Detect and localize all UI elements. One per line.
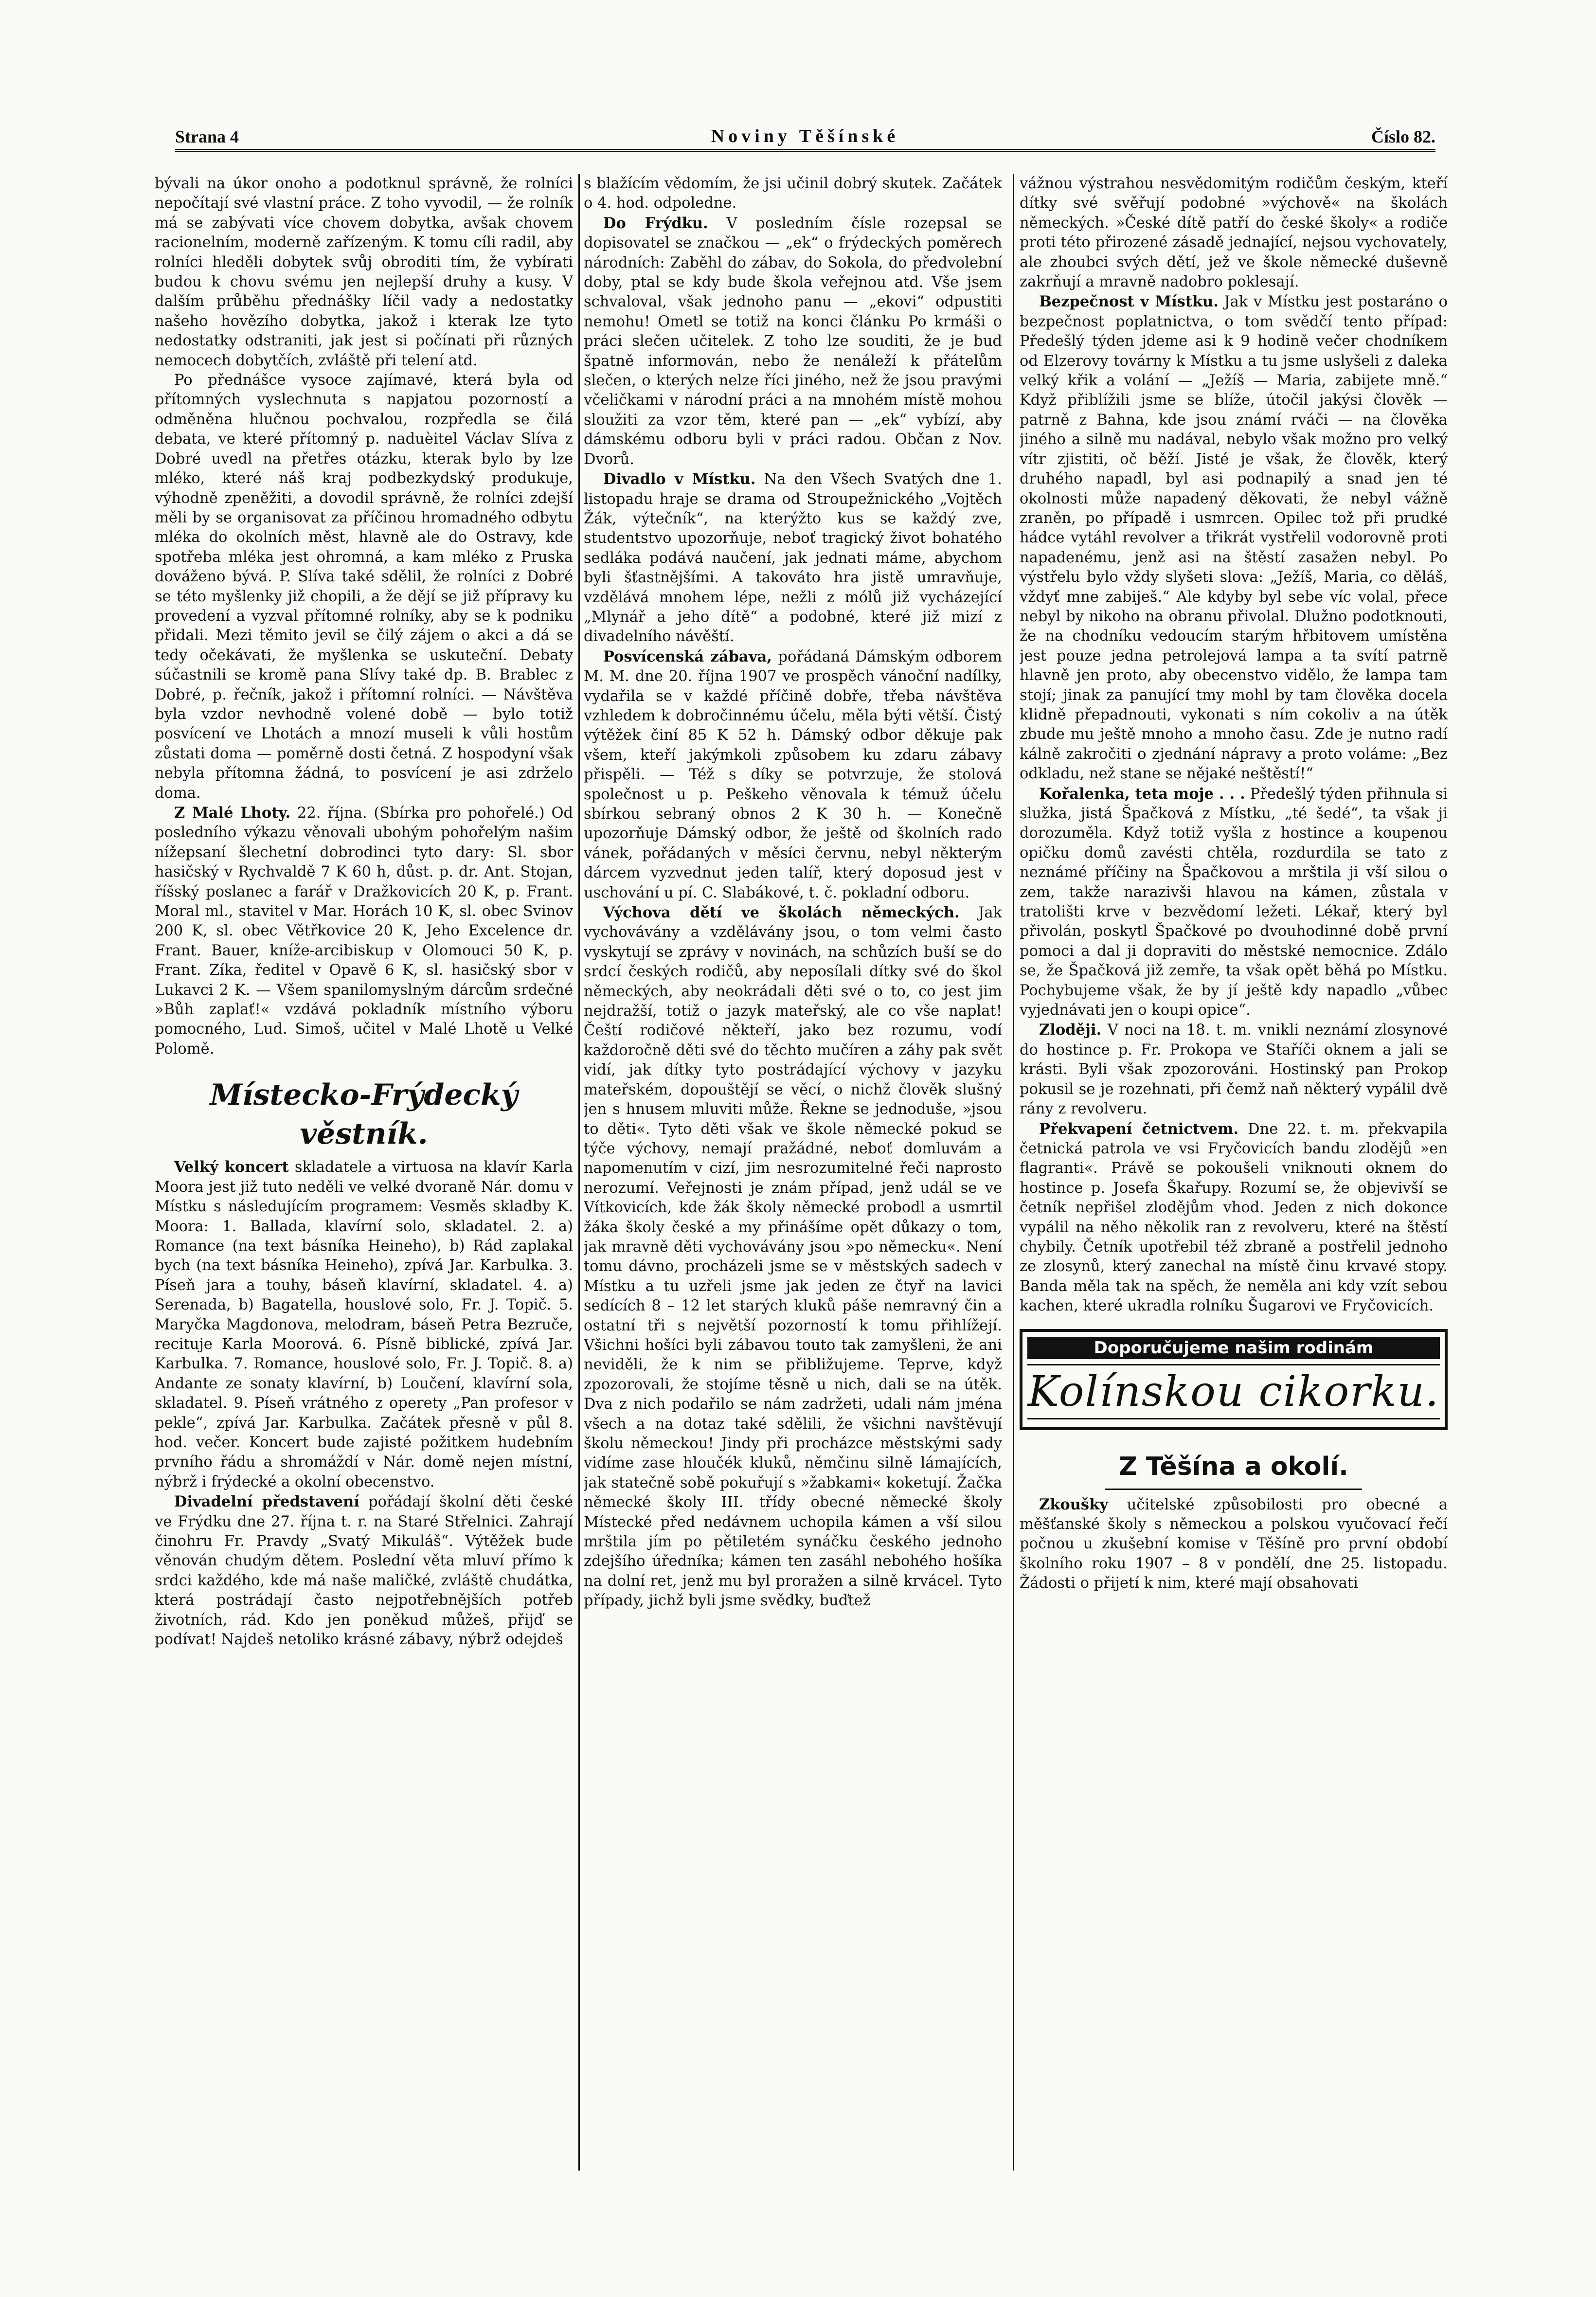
news-item [1020, 292, 1448, 784]
news-item [1020, 1119, 1448, 1316]
section-heading: Z Těšína a okolí. [1119, 1452, 1348, 1481]
column-2 [584, 174, 1002, 2258]
item-text: Dne 22. t. m. překvapila četnická patrola ve vsi Fryčovicích bandu zlodějů »en flagranti«. Právě se pokoušeli vniknouti oknem do hostince p. Josefa Škařupy. Rozumí se, že objevivší se četník nepřišel zlodějům vhod. Jeden z nich dokonce vypálil na něho několik ran z revolveru, které na štěstí chybily. Četník upotřebil též zbraně a postřelil jednoho ze zlosynů, který zanechal na místě činu krvavé stopy. Banda měla tak na spěch, že neměla ani kdy vzít sebou kachen, které ukradla rolníku Šugarovi ve Fryčovicích. [1020, 1120, 1448, 1315]
news-item [1020, 1495, 1448, 1594]
article-paragraph: s blažícím vědomím, že jsi učinil dobrý skutek. Začátek o 4. hod. odpoledne. [584, 175, 1002, 212]
item-text: Na den Všech Svatých dne 1. listopadu hraje se drama od Stroupežnického „Vojtěch Žák, výtečník“, na kterýžto kus se každý zve, studentstvo upozorňuje, neboť tragický život bohatého sedláka podává naučení, jak jednati máme, abychom byli šťastnějšími. A takováto hra jistě umravňuje, vzdělává mnohem lépe, nežli z mólů již vycházející „Mlynář a jeho dítě“ a podobné, které již mizí z divadelního návěští. [584, 471, 1002, 646]
ad-tagline: Doporučujeme našim rodinám [1027, 1337, 1440, 1359]
item-text: pořádaná Dámským odborem M. M. dne 20. října 1907 ve prospěch vánoční nadílky, vydařila se v každé příčině dobře, třeba návštěva vzhledem k dobročinnému účelu, měla býti větší. Čistý výtěžek činí 85 K 52 h. Dámský odbor děkuje pak všem, kteří jakýmkoli způsobem ku zdaru zábavy přispěli. — Též s díky se potvrzuje, že stolová společnost u p. Peškeho věnovala k témuž účelu sbírkou sebraný obnos 2 K 30 h. — Konečně upozorňuje Dámský odbor, že ještě od školních rado vánek, pořádaných v měsíci červnu, nebyl některým dárcem vyzvednut jeden talíř, který doposud jest v uschování u pí. C. Slabákové, t. č. pokladní odboru. [584, 648, 1002, 901]
item-heading: Zloději. [1039, 1021, 1102, 1039]
news-item [155, 803, 573, 1059]
item-text: učitelské způsobilosti pro obecné a měšťanské školy s německou a polskou vyučovací řečí počnou u zkušební komise v Těšíně pro první období školního roku 1907 – 8 v pondělí, dne 25. listopadu. Žádosti o přijetí k nim, které mají obsahovati [1020, 1496, 1448, 1592]
newspaper-title: Noviny Těšínské [711, 126, 899, 146]
section-heading: Místecko-Frýdecký věstník. [210, 1078, 518, 1151]
item-heading: Zkoušky [1039, 1495, 1108, 1513]
item-heading: Do Frýdku. [603, 214, 708, 232]
news-item [584, 647, 1002, 903]
column-3 [1020, 174, 1448, 2258]
column-divider-2 [1013, 174, 1014, 2171]
section-divider [1105, 1489, 1362, 1490]
article-paragraph: bývali na úkor onoho a podotknul správně, že rolníci nepočítají své vlastní práce. Z toho vyvodil, — že rolník má se zabývati více chovem dobytka, avšak chovem racionelním, moderně zařízeným. K tomu cíli radil, aby rolníci hleděli dobytek svůj obroditi tím, že vybírati budou k chovu svému jen nejlepší druhy a kusy. V dalším průběhu přednášky líčil vady a nedostatky našeho hovězího dobytka, jakož i kterak lze tyto nedostatky odstraniti, jak jest si počínati při různých nemocech dobytčích, zvláště při telení atd. [155, 175, 573, 369]
item-heading: Z Malé Lhoty. [174, 804, 291, 822]
news-item [584, 214, 1002, 469]
item-text: 22. října. (Sbírka pro pohořelé.) Od posledního výkazu věnovali ubohým pohořelým našim nížepsaní šlechetní dobrodinci tyto dary: Sl. sbor hasičský v Rychvaldě 7 K 60 h, důst. p. dr. Ant. Stojan, říšský poslanec a farář v Dražkovicích 20 K, p. Frant. Moral ml., stavitel v Mar. Horách 10 K, sl. obec Svinov 200 K, sl. obec Větřkovice 20 K, Jeho Excelence dr. Frant. Bauer, kníže-arcibiskup v Olomouci 50 K, p. Frant. Zíka, ředitel v Opavě 6 K, sl. hasičský sbor v Lukavci 2 K. — Všem spanilomyslným dárcům srdečné »Bůh zaplať!« vzdává pokladník místního výboru pomocného, Lud. Simoš, učitel v Malé Lhotě u Velké Polomě. [155, 805, 573, 1058]
item-heading: Velký koncert [174, 1158, 289, 1176]
news-item [1020, 1020, 1448, 1119]
column-divider-1 [578, 174, 580, 2171]
item-text: V noci na 18. t. m. vnikli neznámí zlosynové do hostince p. Fr. Prokopa ve Staříči oknem a jali se krásti. Byli však zpozorováni. Hostinský pan Prokop pokusil se je rozehnati, při čemž naň některý vypálil dvě rány z revolveru. [1020, 1022, 1448, 1118]
item-heading: Překvapení četnictvem. [1039, 1120, 1239, 1138]
item-heading: Divadlo v Místku. [603, 470, 756, 488]
item-text: pořádají školní děti české ve Frýdku dne 27. října t. r. na Staré Střelnici. Zahrají činohru Fr. Pravdy „Svatý Mikuláš“. Výtěžek bude věnován chudým dětem. Poslední věta mluví přímo k srdci každého, kde má naše maličké, zvláště chudátka, která postrádají často nejpotřebnějších potřeb životních, rád. Kdo jen poněkud můžeš, přijď se podívat! Najdeš netoliko krásné zábavy, nýbrž odejdeš [155, 1493, 573, 1649]
article-paragraph: Po přednášce vysoce zajímavé, která byla od přítomných vyslechnuta s napjatou pozorností a odměněna hlučnou pochvalou, rozpředla se čilá debata, ve které přítomný p. naduèitel Václav Slíva z Dobré uvedl na přetřes otázku, kterak bylo by lze mléko, které náš kraj podbezkydský produkuje, výhodně zpeněžiti, a dovodil správně, že rolníci zdejší měli by se organisovat za příčinou hromadného odbytu mléka do okolních měst, hlavně ale do Ostravy, kde spotřeba mléka jest ohromná, a kam mléko z Pruska dováženo bývá. P. Slíva také sdělil, že rolníci z Dobré se této myšlenky již chopili, a že dějí se již přípravy ku provedení a vyzval přítomné rolníky, aby se k podniku přidali. Mezi těmito jevil se čilý zájem o akci a dá se tedy očekávati, že myšlenka se uskuteční. Debaty súčastnili se kromě pana Slívy také dp. B. Brablec z Dobré, p. řečník, jakož i přítomní rolníci. — Návštěva byla vzdor nevhodně volené době — bylo totiž posvícení ve Lhotách a mnozí museli k vůli hostům zůstati doma — poměrně dosti četná. Z hospodyní však nebyla přítomna žádná, to posvícení je asi zdrželo doma. [155, 372, 573, 802]
news-item [584, 903, 1002, 1611]
item-text: Jak v Místku jest postaráno o bezpečnost poplatnictva, o tom svědčí tento případ: Předešlý týden jdeme asi k 9 hodině večer chodníkem od Elzerovy továrny k Místku a tu jsme uslyšeli z daleka velký křik a volání — „Ježíš — Maria, zabijete mně.“ Když přiblížili jsme se blíže, útočil jakýsi člověk — patrně z Bahna, kde jsou známí rváči — na člověka jiného a silně mu nadával, nebylo však možno pro velký vítr zjistiti, oč běží. Jisté je však, že člověk, který druhého napadl, byl asi podnapilý a snad jen té okolnosti může napadený děkovati, že nebyl vážně zraněn, po případě i usmrcen. Opilec tož při prudké hádce vytáhl revolver a třikrát vystřelil vodorovně proti napadenému, jenž asi na štěstí zasažen nebyl. Po výstřelu bylo vždy slyšeti slova: „Ježíš, Maria, co děláš, vždyť mne zabiješ.“ Ale kdyby byl sebe víc volal, přece nebyl by nikoho na obranu přivolal. Dlužno podotknouti, že na chodníku vedoucím starým hřbitovem umístěna jest pouze jedna petrolejová lampa a ta svítí patrně hlavně jen proto, aby obecenstvo vidělo, že lampa tam stojí; jinak za panující tmy mohl by tam člověka docela klidně přepadnouti, vykonati s ním cokoliv a na útěk zbude mu ještě mnoho a mnoho času. Zde je nutno radí kálně zakročiti o zjednání nápravy a proto voláme: „Bez odkladu, než stane se nějaké neštěstí!“ [1020, 293, 1448, 783]
item-text: V posledním čísle rozepsal se dopisovatel se značkou — „ek“ o frýdeckých poměrech národních: Zaběhl do zábav, do Sokola, do předvolební doby, ptal se kdy bude škola veřejnou atd. Vše jsem schvaloval, však jednoho panu — „ekovi“ odpustiti nemohu! Ometl se totiž na konci článku Po krmáši o práci slečen učitelek. Z toho lze souditi, že je buď špatně informován, nebo že nenáleží k přátelům slečen, o kterých nelze říci jiného, než že jsou pravými včeličkami v národní práci a na mnohém místě mohou sloužiti za vzor těm, které pan — „ek“ vybízí, aby dámskému odboru byli v práci radou. Občan z Nov. Dvorů. [584, 215, 1002, 468]
news-item [1020, 784, 1448, 1021]
item-heading: Bezpečnost v Místku. [1039, 293, 1219, 311]
item-heading: Divadelní představení [174, 1493, 359, 1511]
news-item [155, 1157, 573, 1492]
article-paragraph: vážnou výstrahou nesvědomitým rodičům českým, kteří dítky své svěřují podobné »výchově« na školách německých. »České dítě patří do české školy« a rodiče proti této přirozené zásadě jednající, nejsou vychovately, ale zhoubci svých dětí, jež ve škole německé duševně zakrňují a mravně nadobro poklesají. [1020, 175, 1448, 291]
advertisement-box [1020, 1329, 1448, 1430]
item-heading: Výchova dětí ve školách německých. [603, 904, 960, 922]
news-item [155, 1492, 573, 1650]
column-1 [155, 174, 573, 2258]
page-header [175, 120, 1435, 147]
item-text: skladatele a virtuosa na klavír Karla Moora jest již tuto neděli ve velké dvoraně Nár. domu v Místku s následujícím programem: Vesměs skladby K. Moora: 1. Ballada, klavírní solo, skladatel. 2. a) Romance (na text básníka Heineho), b) Rád zaplakal bych (na text básníka Heineho), zpívá Jar. Karbulka. 3. Píseň jara a touhy, báseň klavírní, skladatel. 4. a) Serenada, b) Bagatella, houslové solo, Fr. J. Topič. 5. Maryčka Magdonova, melodram, báseň Petra Bezruče, recituje Karla Moorová. 6. Písně biblické, zpívá Jar. Karbulka. 7. Romance, houslové solo, Fr. J. Topič. 8. a) Andante ze sonaty klavírní, b) Loučení, klavírní sola, skladatel. 9. Píseň vrátného z operety „Pan profesor v pekle“, zpívá Jar. Karbulka. Začátek přesně v půl 8. hod. večer. Koncert bude zajisté požitkem hudebním prvního řádu a shromáždí v Nár. domě nejen místní, nýbrž i frýdecké a okolní obecenstvo. [155, 1159, 573, 1490]
item-text: Předešlý týden přihnula si služka, jistá Špačková z Místku, „té šedé“, ta však ji dorozuměla. Když totiž vyšla z hostince a koupenou opičku domů zavésti chtěla, rozdurdila se tato z neznámé příčiny na Špačkovou a mrštila ji vší silou o zem, takže narazivši hlavou na kámen, zůstala v tratolišti krve v bezvědomí ležeti. Lékař, který byl přivolán, poskytl Špačkové po dvouhodinné době první pomoci a dal ji dopraviti do městské nemocnice. Zdálo se, že Špačková již zemře, ta však opět běhá po Místku. Pochybujeme však, že by jí ještě kdy napadlo „vůbec vyjednávati jen o koupi opice“. [1020, 785, 1448, 1019]
item-heading: Posvícenská zábava, [603, 647, 772, 665]
item-heading: Kořalenka, teta moje . . . [1039, 785, 1245, 803]
header-rule [175, 149, 1435, 152]
news-item [584, 469, 1002, 647]
issue-number: Číslo 82. [1371, 127, 1435, 146]
ad-product-name: Kolínskou cikorku. [1027, 1364, 1440, 1419]
item-text: Jak vychovávány a vzdělávány jsou, o tom velmi často vyskytují se zprávy v novinách, na schůzích buší se do srdcí českých rodičů, aby neposílali dítky své do škol německých, aby neokrádali děti své o to, co jest jim nejdražší, totiž o jazyk mateřský, ale co vše naplat! Čeští rodičové někteří, jako bez rozumu, vodí každoročně děti své do těchto mučíren a záhy pak svět vidí, jak dítky tyto postrádající výchovy v jazyku mateřském, dopouštějí se věcí, o nichž člověk slušný jen s hnusem mluviti může. Řekne se jednoduše, »jsou to děti«. Tyto děti však ve škole německé pokud se týče výchovy, nemají pražádné, neboť domluvám a napomenutím v cizí, jim nesrozumitelné řeči naprosto nerozumí. Veřejnosti je znám případ, jenž udál se ve Vítkovicích, kde žák školy německé probodl a usmrtil žáka školy české a my přinášíme opět důkazy o tom, jak mravně děti vychovávány jsou »po německu«. Není tomu dávno, procházeli jsme se v městských sadech v Místku a tu uzřeli jsme jak jeden ze čtyř na lavici sedících 8 – 12 let starých kluků páše nemravný čin a ostatní tři s největší pozorností k tomu přihlížejí. Všichni hošíci byli zábavou touto tak zamyšleni, že ani neviděli, že k nim se přibližujeme. Teprve, když zpozorovali, že stojíme těsně u nich, dali se na útěk. Dva z nich podařilo se nám zadržeti, udali nám jména všech a na dotaz také sdělili, že všichni navštěvují školu německou! Jindy při procházce městskými sady vidíme zase hloučék kluků, němčinu silně lámajících, jak statečně sobě pokuřují s »žabkami« koketují. Žačka německé školy III. třídy obecné německé školy Místecké před nedávnem uchopila kámen a vší silou mrštila jím po pětiletém synáčku českého jednoho zdejšího úředníka; kámen ten zasáhl nebohého hošíka na dolní ret, jenž mu byl proražen a silně krvácel. Tyto případy, jichž byli jsme svědky, buďtež [584, 904, 1002, 1610]
page-number: Strana 4 [175, 127, 239, 146]
